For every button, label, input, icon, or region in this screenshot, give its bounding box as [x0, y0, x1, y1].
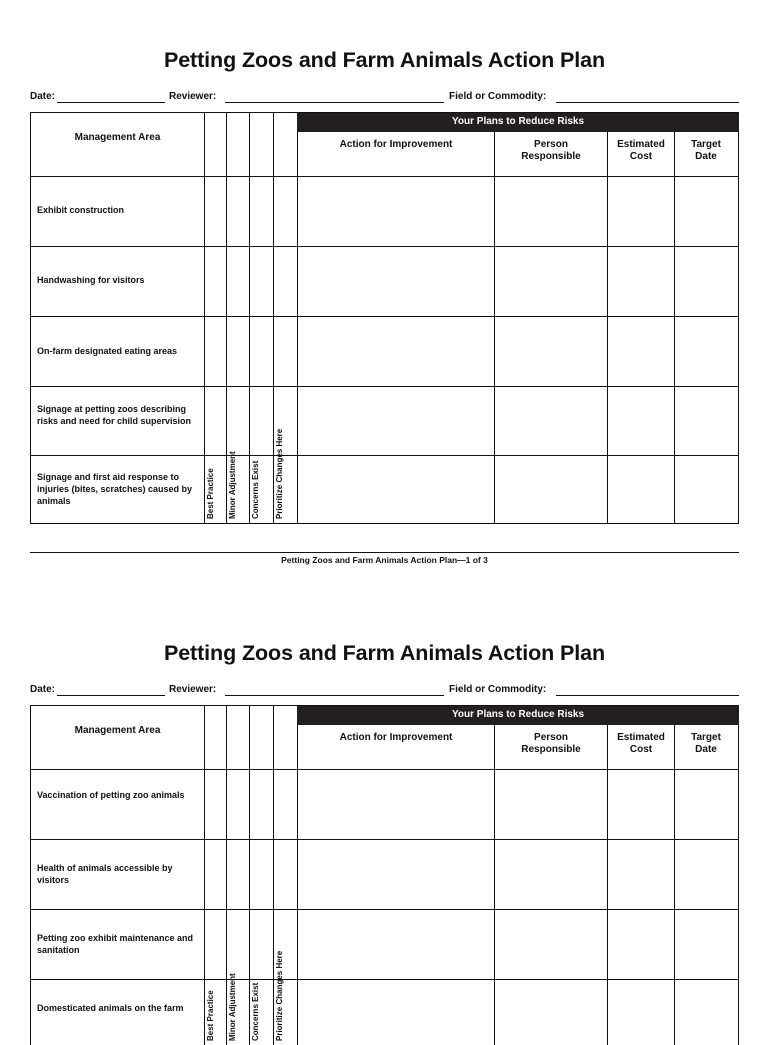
table-row-label: Vaccination of petting zoo animals — [37, 790, 185, 800]
plans-bar: Your Plans to Reduce Risks — [297, 113, 739, 132]
table-row-label: Domesticated animals on the farm — [37, 1003, 184, 1013]
table-row-label: Petting zoo exhibit maintenance and sanitation — [37, 933, 194, 955]
best-practice-header: Best Practice — [206, 990, 215, 1041]
footer-rule — [30, 552, 739, 553]
field-commodity-label: Field or Commodity: — [449, 91, 547, 102]
management-area-header: Management Area — [74, 132, 161, 143]
cost-header: Estimated Cost — [617, 732, 665, 755]
page-title: Petting Zoos and Farm Animals Action Plan — [163, 641, 606, 665]
reviewer-label: Reviewer: — [169, 684, 217, 695]
reviewer-label: Reviewer: — [169, 91, 217, 102]
target-header: Target Date — [691, 732, 721, 755]
person-header: Person Responsible — [521, 732, 581, 755]
field-commodity-label: Field or Commodity: — [449, 684, 547, 695]
table-row-label: Handwashing for visitors — [37, 275, 145, 285]
reviewer-field[interactable] — [225, 102, 444, 103]
field-commodity-field[interactable] — [556, 102, 739, 103]
table-row-label: Signage at petting zoos describing risks and need for child supervision — [37, 404, 192, 426]
action-header: Action for Improvement — [339, 732, 453, 743]
date-label: Date: — [30, 91, 56, 102]
table-row-label: On-farm designated eating areas — [37, 346, 178, 356]
best-practice-header: Best Practice — [206, 468, 215, 519]
concerns-exist-header: Concerns Exist — [251, 982, 260, 1041]
action-plan-table — [30, 112, 739, 524]
target-header: Target Date — [691, 139, 721, 162]
management-area-header: Management Area — [74, 725, 161, 736]
field-commodity-field[interactable] — [556, 695, 739, 696]
person-header: Person Responsible — [521, 139, 581, 162]
minor-adjustment-header: Minor Adjustment — [228, 973, 237, 1041]
reviewer-field[interactable] — [225, 695, 444, 696]
table-row-label: Signage and first aid response to injuries (bites, scratches) caused by animals — [37, 472, 193, 506]
date-field[interactable] — [57, 695, 165, 696]
concerns-exist-header: Concerns Exist — [251, 460, 260, 519]
date-field[interactable] — [57, 102, 165, 103]
page-title: Petting Zoos and Farm Animals Action Plan — [163, 48, 606, 72]
cost-header: Estimated Cost — [617, 139, 665, 162]
prioritize-header: Prioritize Changes Here — [275, 950, 284, 1041]
action-plan-table — [30, 705, 739, 1045]
page-footer: Petting Zoos and Farm Animals Action Plan—1 of 3 — [281, 555, 488, 565]
date-label: Date: — [30, 684, 56, 695]
plans-bar: Your Plans to Reduce Risks — [297, 706, 739, 725]
table-row-label: Health of animals accessible by visitors — [37, 863, 173, 885]
action-header: Action for Improvement — [339, 139, 453, 150]
table-row-label: Exhibit construction — [37, 205, 125, 215]
prioritize-header: Prioritize Changes Here — [275, 428, 284, 519]
minor-adjustment-header: Minor Adjustment — [228, 451, 237, 519]
